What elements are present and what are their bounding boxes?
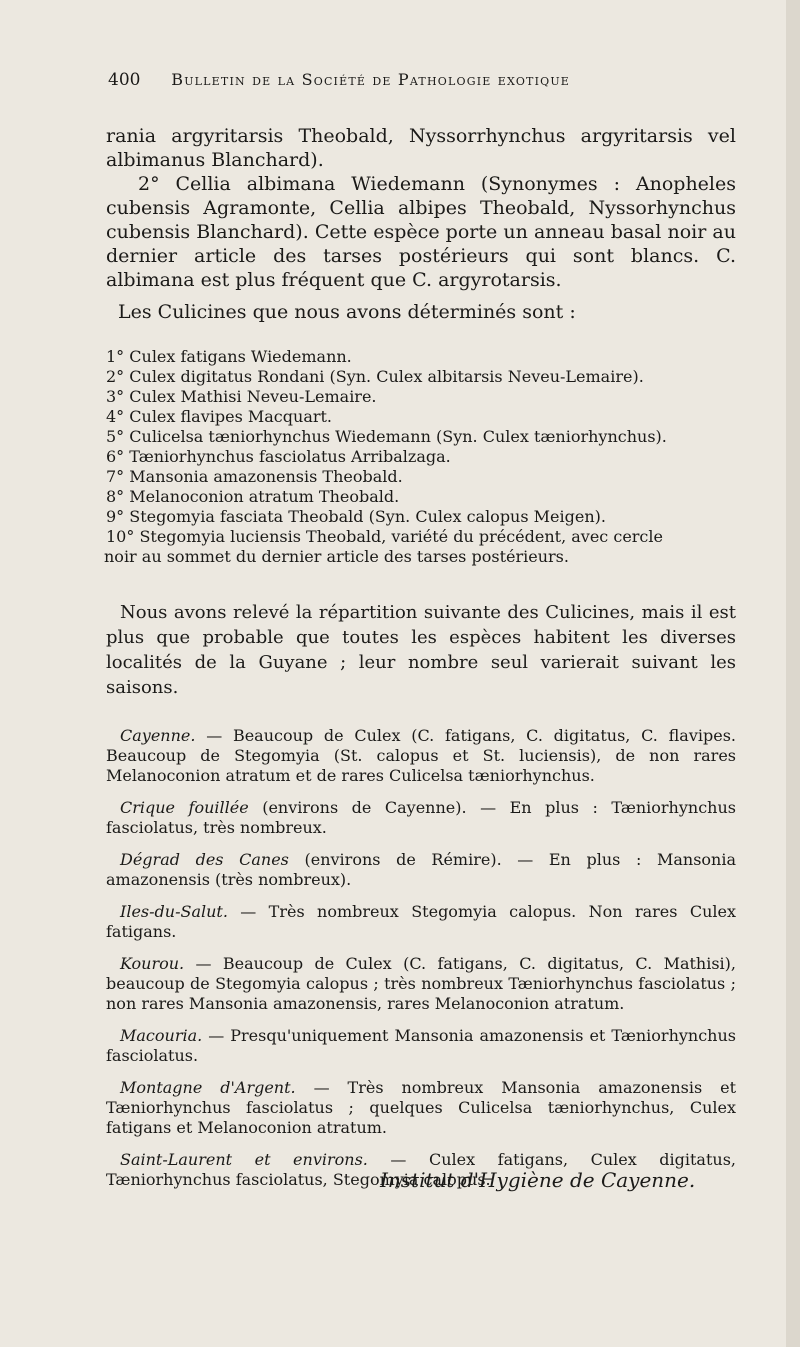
locality-description: — Très nombreux Mansonia amazonensis et Tæniorhynchus fasciolatus ; quelques Culicelsa tæniorhynchus, Culex fatigans et Melanoconion atratum. xyxy=(106,1078,737,1137)
locality-description: — Beaucoup de Culex (C. fatigans, C. digitatus, C. Mathisi), beaucoup de Stegomyia calopus ; très nombreux Tæniorhynchus fasciolatus ; non rares Mansonia amazonensis, rares Melanoconion atratum. xyxy=(106,954,736,1013)
locality-entry xyxy=(106,850,736,890)
locality-entry xyxy=(106,954,736,1014)
list-item-continuation: noir au sommet du dernier article des tarses postérieurs. xyxy=(104,547,569,566)
locality-entry xyxy=(106,1078,736,1138)
locality-entry xyxy=(106,1026,736,1066)
locality-description: (environs de Cayenne). — En plus : Tæniorhynchus fasciolatus, très nombreux. xyxy=(106,798,736,837)
locality-entry xyxy=(106,726,736,786)
list-item: 2° Culex digitatus Rondani (Syn. Culex albitarsis Neveu-Lemaire). xyxy=(106,367,644,386)
intro-text xyxy=(106,124,736,324)
locality-name: Iles-du-Salut. xyxy=(120,902,228,921)
locality-name: Cayenne. xyxy=(120,726,196,745)
locality-list xyxy=(106,726,736,1202)
locality-name: Saint-Laurent et environs. xyxy=(120,1150,368,1169)
list-item: 9° Stegomyia fasciata Theobald (Syn. Culex calopus Meigen). xyxy=(106,507,606,526)
list-item: 1° Culex fatigans Wiedemann. xyxy=(106,347,352,366)
intro-paragraph-2: 2° Cellia albimana Wiedemann (Synonymes : Anopheles cubensis Agramonte, Cellia albipes Theobald, Nyssorhynchus cubensis Blanchard). Cette espèce porte un anneau basal noir au dernier article des tarses postérieurs qui sont blancs. C. albimana est plus fréquent que C. argyrotarsis. xyxy=(106,173,736,291)
page-gutter xyxy=(786,0,800,1347)
locality-entry xyxy=(106,798,736,838)
repartition-paragraph: Nous avons relevé la répartition suivante des Culicines, mais il est plus que probable que toutes les espèces habitent les diverses localités de la Guyane ; leur nombre seul varierait suivant les saisons. xyxy=(106,602,736,698)
locality-entry xyxy=(106,902,736,942)
locality-name: Crique fouillée xyxy=(120,798,249,817)
list-item: 3° Culex Mathisi Neveu-Lemaire. xyxy=(106,387,377,406)
list-item: 6° Tæniorhynchus fasciolatus Arribalzaga. xyxy=(106,447,451,466)
locality-description: (environs de Rémire). — En plus : Mansonia amazonensis (très nombreux). xyxy=(106,850,737,889)
intro-paragraph-1: rania argyritarsis Theobald, Nyssorrhynchus argyritarsis vel albimanus Blanchard). xyxy=(106,125,736,171)
author-affiliation: Institut d'Hygiène de Cayenne. xyxy=(380,1168,696,1192)
locality-description: — Très nombreux Stegomyia calopus. Non rares Culex fatigans. xyxy=(106,902,736,941)
locality-name: Dégrad des Canes xyxy=(120,850,289,869)
locality-description: — Culex fatigans, Culex digitatus, Tæniorhynchus fasciolatus, Stegomyia calopus. xyxy=(106,1150,736,1189)
list-item: 5° Culicelsa tæniorhynchus Wiedemann (Syn. Culex tæniorhynchus). xyxy=(106,427,667,446)
list-item: 8° Melanoconion atratum Theobald. xyxy=(106,487,400,506)
locality-description: — Presqu'uniquement Mansonia amazonensis et Tæniorhynchus fasciolatus. xyxy=(106,1026,736,1065)
culicine-list xyxy=(106,347,736,567)
locality-description: — Beaucoup de Culex (C. fatigans, C. digitatus, C. flavipes. Beaucoup de Stegomyia (St. calopus et St. luciensis), de non rares Melanoconion atratum et de rares Culicelsa tæniorhynchus. xyxy=(106,726,736,785)
page-number: 400 xyxy=(108,70,141,90)
locality-name: Macouria. xyxy=(120,1026,203,1045)
locality-name: Kourou. xyxy=(120,954,185,973)
journal-title: Bulletin de la Société de Pathologie exotique xyxy=(171,70,571,89)
list-item: 4° Culex flavipes Macquart. xyxy=(106,407,333,426)
intro-paragraph-3: Les Culicines que nous avons déterminés sont : xyxy=(118,301,576,323)
list-item: 7° Mansonia amazonensis Theobald. xyxy=(106,467,403,486)
repartition-text xyxy=(106,600,736,700)
locality-name: Montagne d'Argent. xyxy=(120,1078,296,1097)
list-item: 10° Stegomyia luciensis Theobald, variété du précédent, avec cercle xyxy=(106,527,663,546)
running-header xyxy=(108,70,728,90)
